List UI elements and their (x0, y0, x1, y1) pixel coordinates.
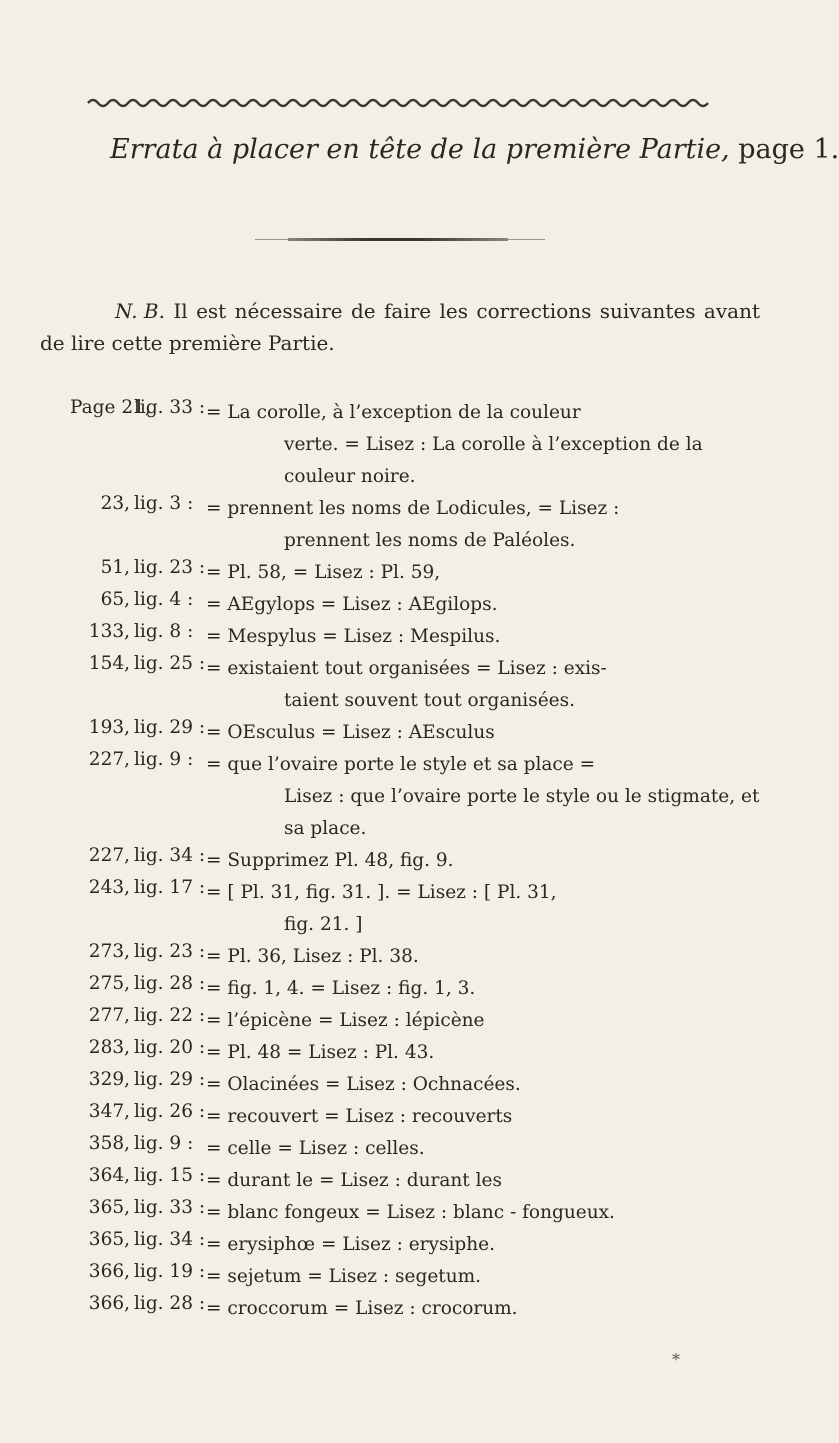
errata-row (70, 621, 770, 653)
errata-correction (206, 1069, 770, 1101)
errata-page-number: 243, (88, 877, 130, 898)
errata-row (70, 1133, 770, 1165)
errata-correction (206, 973, 770, 1005)
errata-line-number: lig. 9 : (134, 749, 194, 770)
errata-correction (206, 1133, 770, 1165)
errata-correction-text: = fig. 1, 4. = Lisez : fig. 1, 3. (206, 978, 476, 999)
errata-line-number: lig. 33 : (134, 1197, 206, 1218)
errata-page-number: 51, (100, 557, 130, 578)
errata-row (70, 1069, 770, 1101)
errata-line-number: lig. 28 : (134, 1293, 206, 1314)
errata-page-number: 329, (88, 1069, 130, 1090)
errata-correction-text: = croccorum = Lisez : crocorum. (206, 1298, 518, 1319)
errata-correction-text: = OEsculus = Lisez : AEsculus (206, 722, 495, 743)
errata-line-number: lig. 17 : (134, 877, 206, 898)
errata-row (70, 1101, 770, 1133)
errata-correction (206, 589, 770, 621)
errata-row (70, 973, 770, 1005)
errata-row (70, 941, 770, 973)
errata-correction-continued: verte. = Lisez : La corolle à l’exception de la couleur noire. (284, 434, 703, 487)
errata-correction-text: = blanc fongeux = Lisez : blanc - fongueux. (206, 1202, 615, 1223)
errata-line-number: lig. 26 : (134, 1101, 206, 1122)
errata-row (70, 1261, 770, 1293)
errata-correction (206, 749, 770, 845)
errata-correction-text: = Pl. 58, = Lisez : Pl. 59, (206, 562, 441, 583)
errata-correction-text: = La corolle, à l’exception de la couleur (206, 402, 581, 423)
errata-correction-text: = erysiphœ = Lisez : erysiphe. (206, 1234, 495, 1255)
errata-line-number: lig. 23 : (134, 557, 206, 578)
errata-row (70, 877, 770, 941)
note-lead: N. B. (115, 299, 165, 323)
errata-page-number: 364, (88, 1165, 130, 1186)
errata-page-number: 358, (88, 1133, 130, 1154)
errata-correction-text: = Olacinées = Lisez : Ochnacées. (206, 1074, 521, 1095)
errata-page-number: 366, (88, 1293, 130, 1314)
errata-correction-text: = que l’ovaire porte le style et sa place = (206, 754, 596, 775)
errata-row (70, 397, 770, 493)
errata-row (70, 1293, 770, 1325)
errata-page-number: Page 21, (70, 397, 151, 418)
errata-line-number: lig. 4 : (134, 589, 194, 610)
errata-line-number: lig. 22 : (134, 1005, 206, 1026)
errata-page-number: 227, (88, 845, 130, 866)
errata-row (70, 1005, 770, 1037)
errata-correction (206, 557, 770, 589)
errata-page-number: 365, (88, 1229, 130, 1250)
errata-row (70, 589, 770, 621)
errata-row (70, 1165, 770, 1197)
errata-line-number: lig. 9 : (134, 1133, 194, 1154)
signature-mark: * (672, 1350, 680, 1369)
errata-line-number: lig. 28 : (134, 973, 206, 994)
errata-correction-continued: taient souvent tout organisées. (284, 690, 575, 711)
errata-correction-text: = existaient tout organisées = Lisez : exis- (206, 658, 607, 679)
errata-page-number: 366, (88, 1261, 130, 1282)
title-page-ref: page 1. (738, 134, 839, 165)
errata-line-number: lig. 23 : (134, 941, 206, 962)
errata-correction (206, 621, 770, 653)
errata-correction-text: = AEgylops = Lisez : AEgilops. (206, 594, 498, 615)
errata-line-number: lig. 25 : (134, 653, 206, 674)
errata-correction (206, 717, 770, 749)
errata-correction-continued: Lisez : que l’ovaire porte le style ou le stigmate, et sa place. (284, 786, 760, 839)
errata-correction-text: = Mespylus = Lisez : Mespilus. (206, 626, 501, 647)
errata-page-number: 133, (88, 621, 130, 642)
errata-correction-text: = durant le = Lisez : durant les (206, 1170, 502, 1191)
page-title (110, 134, 839, 165)
errata-line-number: lig. 34 : (134, 845, 206, 866)
errata-line-number: lig. 8 : (134, 621, 194, 642)
errata-page-number: 227, (88, 749, 130, 770)
errata-correction-continued: fig. 21. ] (284, 914, 363, 935)
errata-line-number: lig. 3 : (134, 493, 194, 514)
errata-page-number: 277, (88, 1005, 130, 1026)
errata-correction-continued: prennent les noms de Paléoles. (284, 530, 576, 551)
title-italic: Errata à placer en tête de la première Partie, (110, 134, 730, 165)
errata-correction (206, 1261, 770, 1293)
errata-line-number: lig. 33 : (134, 397, 206, 418)
errata-line-number: lig. 15 : (134, 1165, 206, 1186)
errata-page-number: 23, (100, 493, 130, 514)
errata-row (70, 1197, 770, 1229)
errata-page-number: 193, (88, 717, 130, 738)
errata-correction (206, 1037, 770, 1069)
errata-correction (206, 1165, 770, 1197)
errata-line-number: lig. 29 : (134, 1069, 206, 1090)
note-text: Il est nécessaire de faire les corrections suivantes avant de lire cette première Partie. (40, 299, 760, 355)
errata-correction-text: = sejetum = Lisez : segetum. (206, 1266, 482, 1287)
errata-row (70, 493, 770, 557)
errata-correction (206, 877, 770, 941)
errata-correction-text: = recouvert = Lisez : recouverts (206, 1106, 513, 1127)
errata-row (70, 653, 770, 717)
errata-line-number: lig. 19 : (134, 1261, 206, 1282)
errata-page-number: 154, (88, 653, 130, 674)
errata-correction (206, 397, 770, 493)
errata-correction (206, 493, 770, 557)
errata-row (70, 749, 770, 845)
errata-row (70, 845, 770, 877)
errata-correction (206, 845, 770, 877)
errata-page-number: 275, (88, 973, 130, 994)
errata-correction-text: = Pl. 36, Lisez : Pl. 38. (206, 946, 419, 967)
errata-page-number: 273, (88, 941, 130, 962)
errata-correction (206, 653, 770, 717)
errata-correction-text: = Pl. 48 = Lisez : Pl. 43. (206, 1042, 435, 1063)
header-ornament (88, 96, 710, 110)
errata-row (70, 717, 770, 749)
errata-correction (206, 1101, 770, 1133)
errata-page-number: 283, (88, 1037, 130, 1058)
errata-list (70, 397, 770, 1325)
errata-page-number: 365, (88, 1197, 130, 1218)
errata-line-number: lig. 29 : (134, 717, 206, 738)
errata-correction-text: = prennent les noms de Lodicules, = Lisez : (206, 498, 620, 519)
divider (288, 238, 508, 241)
errata-correction (206, 1293, 770, 1325)
errata-row (70, 1037, 770, 1069)
errata-line-number: lig. 20 : (134, 1037, 206, 1058)
errata-correction (206, 1229, 770, 1261)
errata-line-number: lig. 34 : (134, 1229, 206, 1250)
note-paragraph (40, 295, 760, 359)
errata-correction-text: = celle = Lisez : celles. (206, 1138, 425, 1159)
errata-page-number: 65, (100, 589, 130, 610)
errata-correction (206, 1005, 770, 1037)
errata-correction-text: = Supprimez Pl. 48, fig. 9. (206, 850, 454, 871)
errata-row (70, 557, 770, 589)
errata-correction-text: = l’épicène = Lisez : lépicène (206, 1010, 485, 1031)
errata-page-number: 347, (88, 1101, 130, 1122)
errata-correction (206, 1197, 770, 1229)
errata-correction (206, 941, 770, 973)
errata-row (70, 1229, 770, 1261)
errata-correction-text: = [ Pl. 31, fig. 31. ]. = Lisez : [ Pl. 31, (206, 882, 557, 903)
